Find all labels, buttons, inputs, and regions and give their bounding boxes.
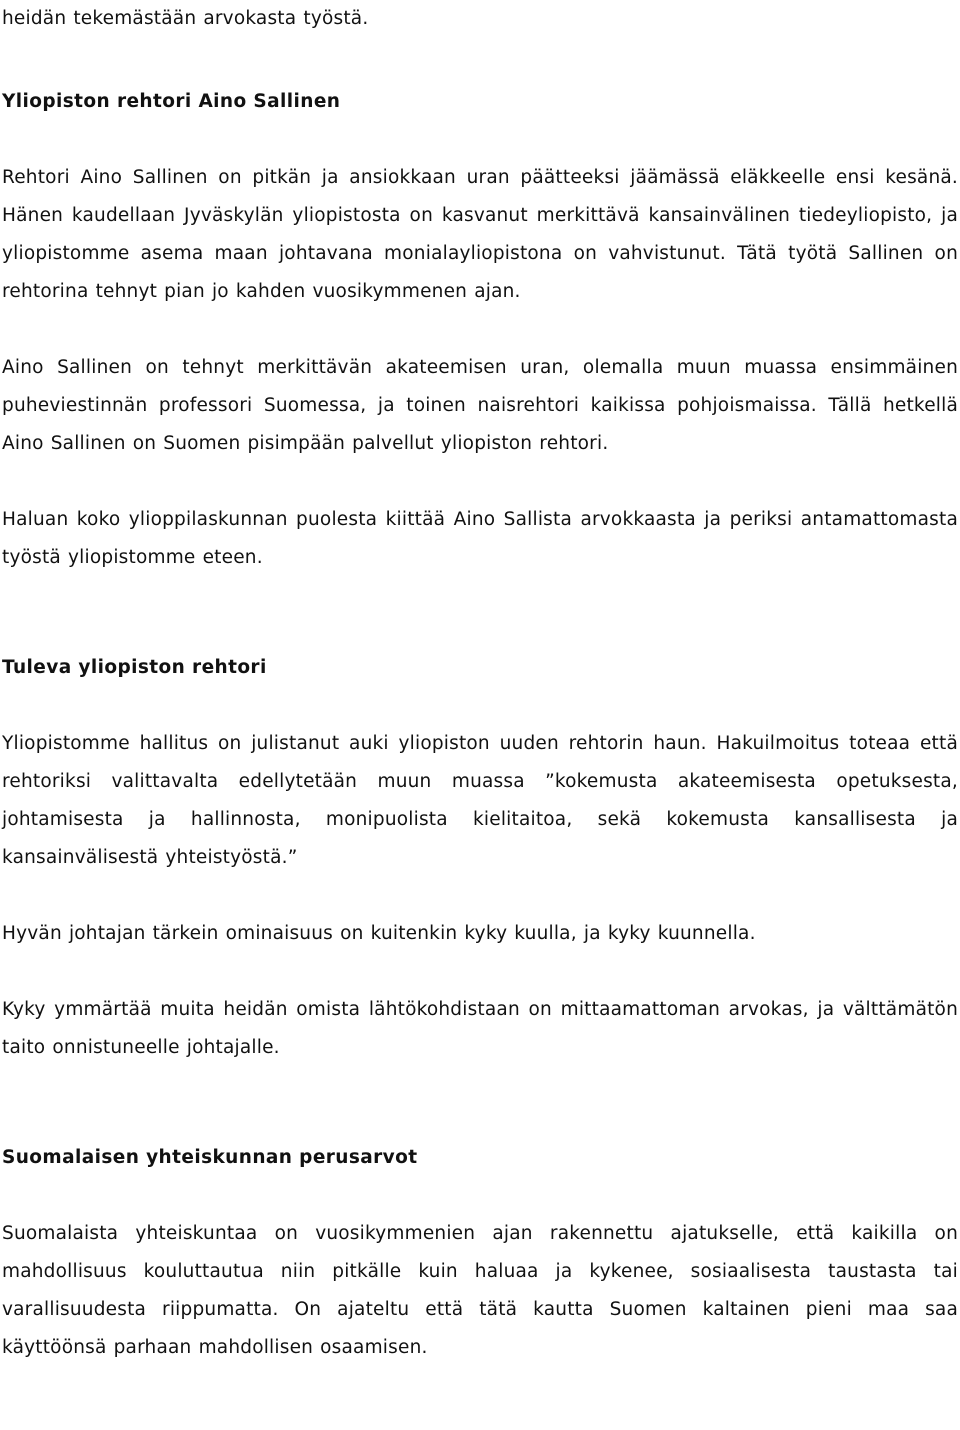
paragraph-text: Hyvän johtajan tärkein ominaisuus on kuitenkin kyky kuulla, ja kyky kuunnella. (2, 923, 756, 944)
document-page (2, 0, 958, 1367)
spacer (2, 38, 958, 83)
paragraph (2, 991, 958, 1067)
spacer (2, 577, 958, 649)
spacer (2, 311, 958, 349)
spacer (2, 953, 958, 991)
paragraph-text: Haluan koko ylioppilaskunnan puolesta kiittää Aino Sallista arvokkaasta ja periksi antamattomasta työstä yliopistomme eteen. (2, 509, 958, 568)
paragraph (2, 501, 958, 577)
spacer (2, 121, 958, 159)
spacer (2, 463, 958, 501)
paragraph (2, 159, 958, 311)
paragraph-text: Suomalaista yhteiskuntaa on vuosikymmenien ajan rakennettu ajatukselle, että kaikilla on mahdollisuus kouluttautua niin pitkälle kuin haluaa ja kykenee, sosiaalisesta taustasta tai varallisuudesta riippumatta. On ajateltu että tätä kautta Suomen kaltainen pieni maa saa käyttöönsä parhaan mahdollisen osaamisen. (2, 1223, 958, 1358)
paragraph (2, 349, 958, 463)
section-heading-rector: Yliopiston rehtori Aino Sallinen (2, 91, 341, 112)
paragraph (2, 725, 958, 877)
section-heading-core-values: Suomalaisen yhteiskunnan perusarvot (2, 1147, 418, 1168)
paragraph-text: Aino Sallinen on tehnyt merkittävän akateemisen uran, olemalla muun muassa ensimmäinen puheviestinnän professori Suomessa, ja toinen naisrehtori kaikissa pohjoismaissa. Tällä hetkellä Aino Sallinen on Suomen pisimpään palvellut yliopiston rehtori. (2, 357, 958, 454)
paragraph-text: Kyky ymmärtää muita heidän omista lähtökohdistaan on mittaamattoman arvokas, ja välttämätön taito onnistuneelle johtajalle. (2, 999, 958, 1058)
spacer (2, 1177, 958, 1215)
section-heading-future-rector: Tuleva yliopiston rehtori (2, 657, 267, 678)
paragraph-text: Rehtori Aino Sallinen on pitkän ja ansiokkaan uran päätteeksi jäämässä eläkkeelle ensi kesänä. Hänen kaudellaan Jyväskylän yliopistosta on kasvanut merkittävä kansainvälinen tiedeyliopisto, ja yliopistomme asema maan johtavana monialayliopistona on vahvistunut. Tätä työtä Sallinen on rehtorina tehnyt pian jo kahden vuosikymmenen ajan. (2, 167, 958, 302)
spacer (2, 687, 958, 725)
intro-line: heidän tekemästään arvokasta työstä. (2, 8, 369, 29)
paragraph-text: Yliopistomme hallitus on julistanut auki yliopiston uuden rehtorin haun. Hakuilmoitus toteaa että rehtoriksi valittavalta edellytetään muun muassa ”kokemusta akateemisesta opetuksesta, johtamisesta ja hallinnosta, monipuolista kielitaitoa, sekä kokemusta kansallisesta ja kansainvälisestä yhteistyöstä.” (2, 733, 958, 868)
paragraph (2, 915, 958, 953)
paragraph (2, 1215, 958, 1367)
spacer (2, 877, 958, 915)
spacer (2, 1067, 958, 1139)
